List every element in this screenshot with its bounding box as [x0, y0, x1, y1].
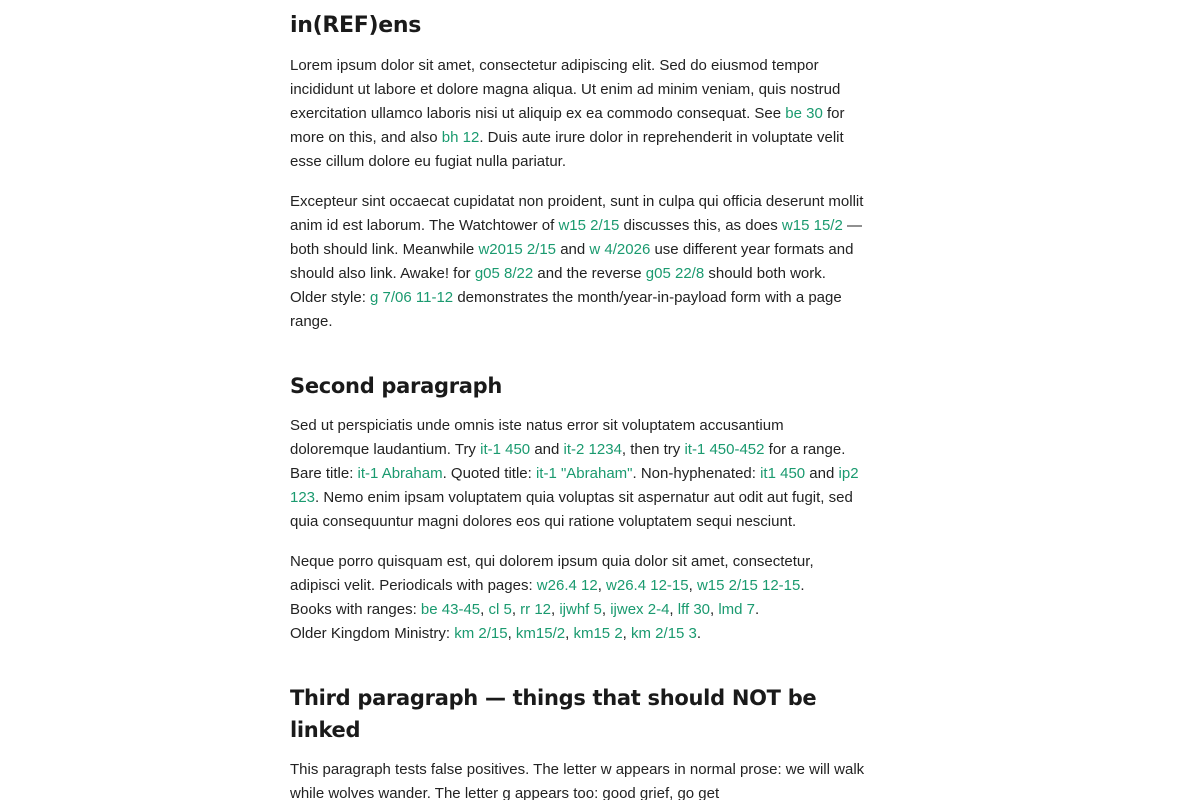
- article-column: [290, 8, 865, 800]
- reference-link[interactable]: be 30: [785, 105, 823, 122]
- separator: ,: [688, 577, 697, 594]
- reference-link[interactable]: it-1 450-452: [684, 441, 765, 458]
- reference-link[interactable]: it-2 1234: [563, 441, 622, 458]
- reference-link[interactable]: km15 2: [573, 625, 623, 642]
- reference-link[interactable]: w26.4 12: [536, 577, 598, 594]
- reference-link[interactable]: cl 5: [488, 601, 512, 618]
- paragraph-2: [290, 190, 865, 334]
- text: — both should link. Meanwhile: [290, 217, 862, 258]
- text: This paragraph tests false positives. The letter w appears in normal prose: we will walk while wolves wander. The letter g appears too: good grief, go get: [290, 761, 865, 800]
- reference-link[interactable]: it-1 450: [480, 441, 531, 458]
- text: Older Kingdom Ministry:: [290, 625, 455, 642]
- text: . Nemo enim ipsam voluptatem quia voluptas sit aspernatur aut odit aut fugit, sed quia consequuntur magni dolores eos qui ratione voluptatem sequi nesciunt.: [290, 489, 853, 530]
- text: , then try: [621, 441, 685, 458]
- text: .: [696, 625, 702, 642]
- separator: ,: [551, 601, 560, 618]
- text: and: [530, 441, 564, 458]
- reference-link[interactable]: ijwhf 5: [559, 601, 602, 618]
- separator: ,: [601, 601, 611, 618]
- reference-link[interactable]: it-1 "Abraham": [535, 465, 633, 482]
- reference-link[interactable]: ip2 123: [290, 465, 859, 506]
- separator: ,: [622, 625, 632, 642]
- reference-link[interactable]: bh 12: [441, 129, 480, 146]
- reference-link[interactable]: lff 30: [677, 601, 710, 618]
- separator: ,: [507, 625, 516, 642]
- separator: ,: [710, 601, 719, 618]
- reference-link[interactable]: rr 12: [520, 601, 551, 618]
- section-heading-2: Second paragraph: [290, 374, 503, 398]
- text: Neque porro quisquam est, qui dolorem ipsum quia dolor sit amet, consectetur, adipisci velit. Periodicals with pages:: [290, 553, 814, 594]
- separator: ,: [597, 577, 607, 594]
- text: .: [800, 577, 805, 594]
- text: should both work. Older style:: [290, 265, 826, 306]
- reference-link[interactable]: w 4/2026: [589, 241, 651, 258]
- paragraph-4: [290, 550, 865, 646]
- separator: ,: [511, 601, 521, 618]
- reference-link[interactable]: km 2/15: [454, 625, 508, 642]
- separator: ,: [565, 625, 574, 642]
- text: for more on this, and also: [290, 105, 845, 146]
- text: .: [755, 601, 760, 618]
- reference-link[interactable]: it-1 Abraham: [357, 465, 443, 482]
- text: Books with ranges:: [290, 601, 421, 618]
- text: . Duis aute irure dolor in reprehenderit in voluptate velit esse cillum dolore eu fugiat nulla pariatur.: [290, 129, 844, 170]
- reference-link[interactable]: w15 15/2: [781, 217, 843, 234]
- reference-link[interactable]: it1 450: [760, 465, 806, 482]
- reference-link[interactable]: w26.4 12-15: [606, 577, 689, 594]
- text: discusses this, as does: [619, 217, 782, 234]
- text: and the reverse: [533, 265, 646, 282]
- paragraph-1: [290, 54, 865, 174]
- reference-link[interactable]: g05 8/22: [474, 265, 534, 282]
- reference-link[interactable]: w15 2/15: [558, 217, 620, 234]
- separator: ,: [669, 601, 678, 618]
- paragraph-3: [290, 414, 865, 534]
- text: . Quoted title:: [442, 465, 536, 482]
- reference-link[interactable]: be 43-45: [420, 601, 481, 618]
- reference-link[interactable]: ijwex 2-4: [610, 601, 670, 618]
- reference-link[interactable]: w15 2/15 12-15: [696, 577, 801, 594]
- text: . Non-hyphenated:: [632, 465, 761, 482]
- reference-link[interactable]: g05 22/8: [645, 265, 705, 282]
- text: and: [805, 465, 839, 482]
- reference-link[interactable]: g 7/06 11-12: [370, 289, 454, 306]
- text: use different year formats and should also link. Awake! for: [290, 241, 854, 282]
- reference-link[interactable]: km 2/15 3: [631, 625, 697, 642]
- page-title: in(REF)ens: [290, 13, 421, 38]
- text: and: [556, 241, 590, 258]
- separator: ,: [480, 601, 489, 618]
- text: Lorem ipsum dolor sit amet, consectetur adipiscing elit. Sed do eiusmod tempor incididunt ut labore et dolore magna aliqua. Ut enim ad minim veniam, quis nostrud exercitation ullamco laboris nisi ut aliquip ex ea commodo consequat. See: [290, 57, 841, 122]
- text: Sed ut perspiciatis unde omnis iste natus error sit voluptatem accusantium doloremque laudantium. Try: [290, 417, 784, 458]
- reference-link[interactable]: km15/2: [515, 625, 566, 642]
- paragraph-5: [290, 758, 865, 800]
- section-heading-3: Third paragraph — things that should NOT be linked: [290, 686, 817, 742]
- text: for a range. Bare title:: [290, 441, 846, 482]
- text: demonstrates the month/year-in-payload form with a page range.: [290, 289, 842, 330]
- text: Excepteur sint occaecat cupidatat non proident, sunt in culpa qui officia deserunt mollit anim id est laborum. The Watchtower of: [290, 193, 864, 234]
- reference-link[interactable]: w2015 2/15: [478, 241, 557, 258]
- reference-link[interactable]: lmd 7: [718, 601, 756, 618]
